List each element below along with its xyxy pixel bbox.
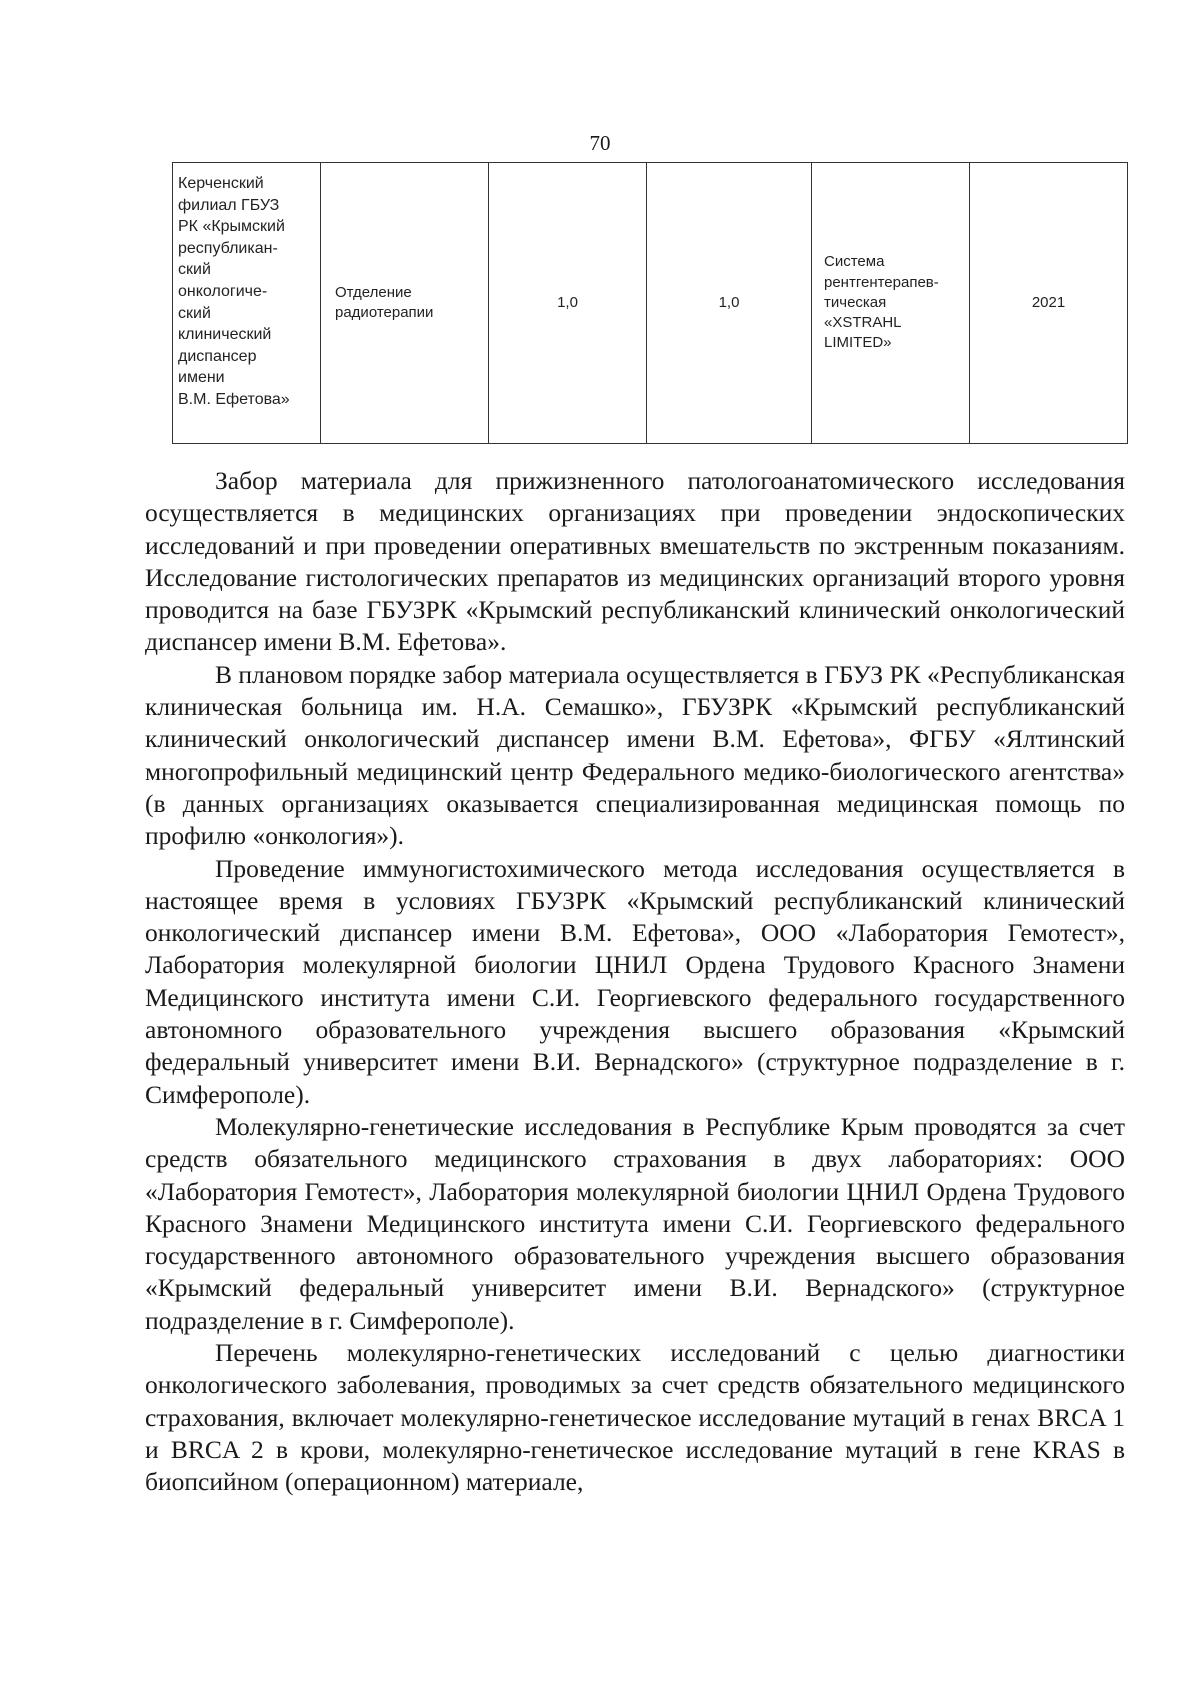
institution-line: республикан-: [178, 239, 278, 257]
paragraph: Забор материала для прижизненного патологоанатомического исследования осуществляется в медицинских организациях при проведении эндоскопических исследований и при проведении оперативных вмешательств по экстренным показаниям. Исследование гистологических препаратов из медицинских организаций второго уровня проводится на базе ГБУЗРК «Крымский республиканский клинический онкологический диспансер имени В.М. Ефетова».: [145, 466, 1125, 657]
equipment-line: рентгентерапев-: [824, 273, 939, 291]
equipment-line: Система: [824, 253, 885, 271]
table-row: [173, 163, 1128, 444]
equipment-line: тическая: [824, 293, 887, 311]
institution-line: РК «Крымский: [178, 218, 285, 236]
department-line: Отделение: [335, 283, 412, 301]
equipment-line: LIMITED»: [824, 334, 892, 352]
institution-line: филиал ГБУЗ: [178, 196, 280, 214]
paragraph: Молекулярно-генетические исследования в Республике Крым проводятся за счет средств обязательного медицинского страхования в двух лабораториях: ООО «Лаборатория Гемотест», Лаборатория молекулярной биологии ЦНИЛ Ордена Трудового Красного Знамени Медицинского института имени С.И. Георгиевского федерального государственного автономного образовательного учреждения высшего образования «Крымский федеральный университет имени В.И. Вернадского» (структурное подразделение в г. Симферополе).: [145, 1111, 1125, 1335]
institution-line: имени: [178, 369, 225, 387]
value-1-cell: 1,0: [489, 163, 647, 444]
paragraph: Проведение иммуногистохимического метода исследования осуществляется в настоящее время в условиях ГБУЗРК «Крымский республиканский клинический онкологический диспансер имени В.М. Ефетова», ООО «Лаборатория Гемотест», Лаборатория молекулярной биологии ЦНИЛ Ордена Трудового Красного Знамени Медицинского института имени С.И. Георгиевского федерального государственного автономного образовательного учреждения высшего образования «Крымский федеральный университет имени В.И. Вернадского» (структурное подразделение в г. Симферополе).: [145, 853, 1125, 1109]
paragraph: Перечень молекулярно-генетических исследований с целью диагностики онкологического заболевания, проводимых за счет средств обязательного медицинского страхования, включает молекулярно-генетическое исследование мутаций в генах BRCA 1 и BRCA 2 в крови, молекулярно-генетическое исследование мутаций в гене KRAS в биопсийном (операционном) материале,: [145, 1338, 1125, 1497]
equipment-table: [172, 162, 1128, 444]
value-2-cell: 1,0: [647, 163, 812, 444]
department-cell: [321, 163, 489, 444]
page-number: 70: [589, 131, 611, 155]
institution-line: ский: [178, 261, 211, 279]
institution-line: онкологиче-: [178, 282, 268, 300]
institution-cell: [173, 163, 321, 444]
body-text: [145, 465, 1125, 1499]
institution-line: клинический: [178, 326, 272, 344]
institution-line: диспансер: [178, 347, 257, 365]
institution-line: В.М. Ефетова»: [178, 390, 290, 408]
equipment-cell: [812, 163, 970, 444]
year-cell: 2021: [970, 163, 1128, 444]
institution-line: Керченский: [178, 175, 264, 192]
institution-line: ский: [178, 304, 211, 322]
department-line: радиотерапии: [335, 304, 434, 321]
equipment-line: «XSTRAHL: [824, 314, 902, 332]
paragraph: В плановом порядке забор материала осуществляется в ГБУЗ РК «Республиканская клиническая больница им. Н.А. Семашко», ГБУЗРК «Крымский республиканский клинический онкологический диспансер имени В.М. Ефетова», ФГБУ «Ялтинский многопрофильный медицинский центр Федерального медико-биологического агентства» (в данных организациях оказывается специализированная медицинская помощь по профилю «онкология»).: [145, 659, 1125, 851]
